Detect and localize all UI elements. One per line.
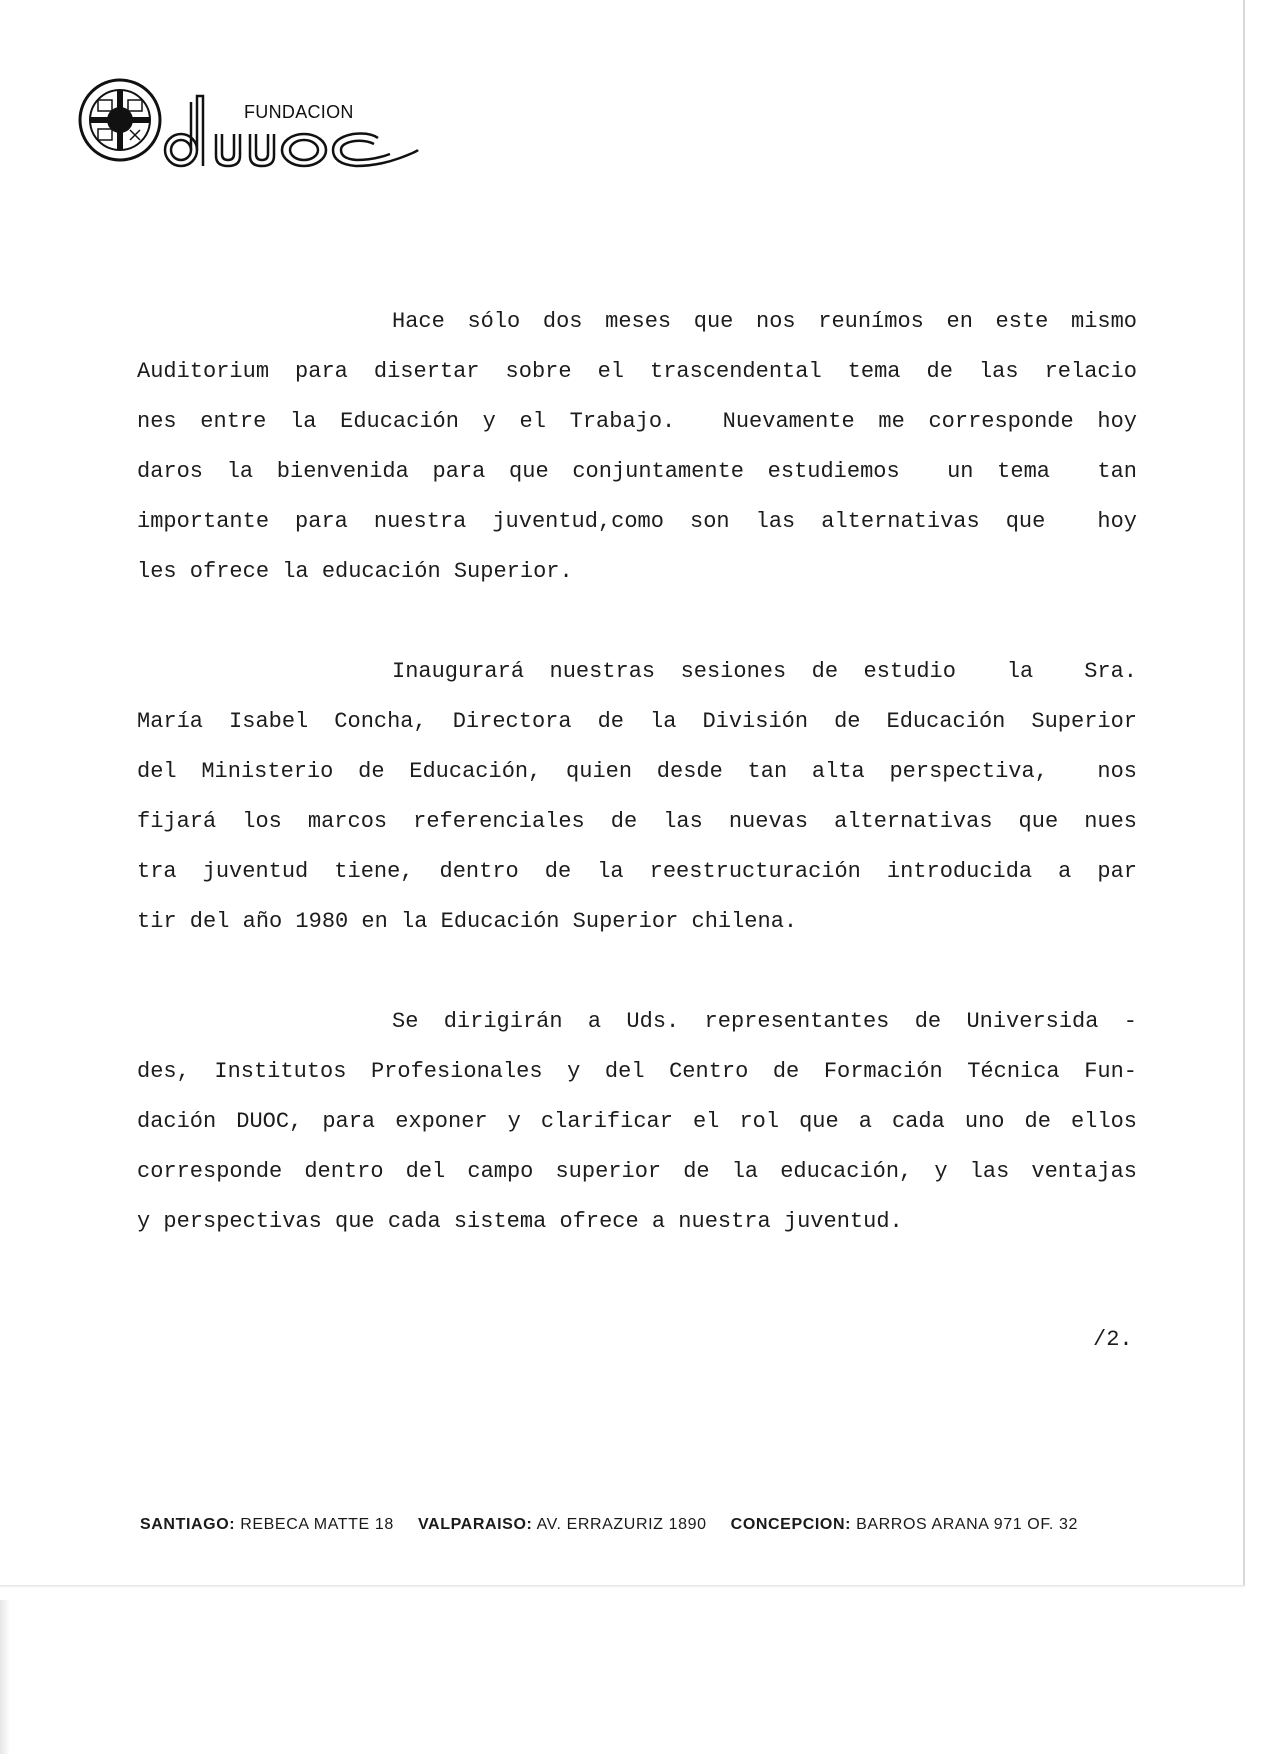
fundacion-duoc-logo: [78, 78, 423, 173]
footer-address-santiago: REBECA MATTE 18: [240, 1516, 394, 1533]
paragraph-3: [137, 997, 1137, 1247]
footer-address-concepcion: BARROS ARANA 971 OF. 32: [856, 1516, 1079, 1533]
text-line: nes entre la Educación y el Trabajo. Nuevamente me corresponde hoy: [137, 409, 1137, 434]
text-line: daros la bienvenida para que conjuntamente estudiemos un tema tan: [137, 459, 1137, 484]
page-edge: [1243, 0, 1245, 1585]
letter-body: [137, 297, 1137, 1297]
footer-address-valparaiso: AV. ERRAZURIZ 1890: [536, 1516, 707, 1533]
text-line: tir del año 1980 en la Educación Superior chilena.: [137, 909, 798, 934]
text-line: Se dirigirán a Uds. representantes de Universida -: [392, 1009, 1137, 1034]
scan-shadow: [0, 1600, 10, 1754]
text-line: y perspectivas que cada sistema ofrece a nuestra juventud.: [137, 1209, 903, 1234]
text-line: del Ministerio de Educación, quien desde tan alta perspectiva, nos: [137, 759, 1137, 784]
text-line: Auditorium para disertar sobre el trascendental tema de las relacio: [137, 359, 1137, 384]
text-line: dación DUOC, para exponer y clarificar el rol que a cada uno de ellos: [137, 1109, 1137, 1134]
paragraph-2: [137, 647, 1137, 947]
text-line: tra juventud tiene, dentro de la reestructuración introducida a par: [137, 859, 1137, 884]
page-continuation-marker: /2.: [1093, 1327, 1133, 1352]
paragraph-1: [137, 297, 1137, 597]
text-line: Hace sólo dos meses que nos reunímos en este mismo: [392, 309, 1137, 334]
footer-city-concepcion: CONCEPCION:: [730, 1516, 852, 1533]
text-line: les ofrece la educación Superior.: [137, 559, 573, 584]
text-line: des, Institutos Profesionales y del Centro de Formación Técnica Fun-: [137, 1059, 1137, 1084]
text-line: Inaugurará nuestras sesiones de estudio la Sra.: [392, 659, 1137, 684]
footer-city-valparaiso: VALPARAISO:: [417, 1516, 533, 1533]
text-line: María Isabel Concha, Directora de la División de Educación Superior: [137, 709, 1137, 734]
page-bottom-edge: [0, 1585, 1245, 1588]
text-line: importante para nuestra juventud,como son las alternativas que hoy: [137, 509, 1137, 534]
logo-label: FUNDACION: [244, 102, 354, 122]
footer-addresses: [140, 1516, 1078, 1534]
seal-icon: [80, 80, 160, 160]
text-line: fijará los marcos referenciales de las nuevas alternativas que nues: [137, 809, 1137, 834]
footer-city-santiago: SANTIAGO:: [140, 1516, 236, 1533]
duoc-logo-graphic: [78, 78, 423, 173]
text-line: corresponde dentro del campo superior de la educación, y las ventajas: [137, 1159, 1137, 1184]
